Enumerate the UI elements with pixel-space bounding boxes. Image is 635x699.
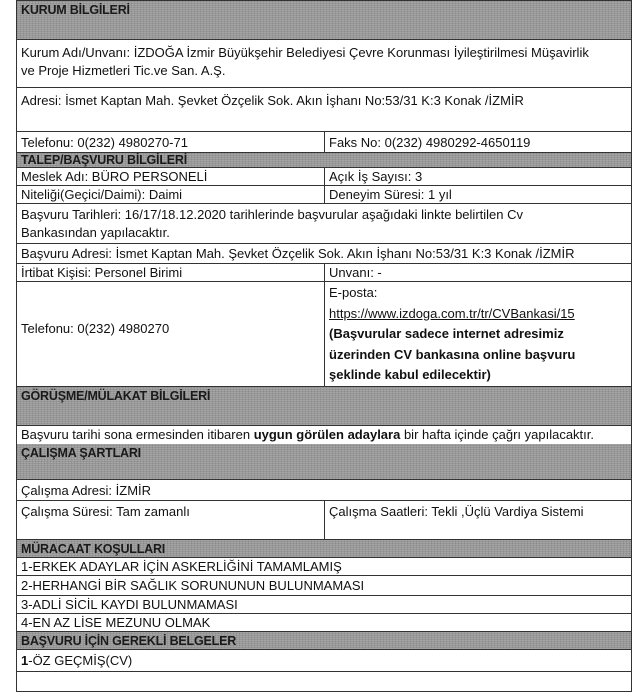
job-posting-form (16, 0, 632, 692)
eposta-label: E-posta: (329, 285, 378, 300)
kurum-phone: Telefonu: 0(232) 4980270-71 (17, 132, 325, 152)
section-header-calisma (16, 444, 632, 480)
gorusme-text-pre: Başvuru tarihi sona ermesinden itibaren (21, 427, 254, 442)
muracaat-item (16, 576, 632, 596)
eposta-cell (325, 282, 631, 386)
kurum-address-row (16, 88, 632, 132)
note-line3: şeklinde kabul edilecektir) (329, 367, 491, 382)
muracaat-item (16, 596, 632, 614)
irtibat-telefon: Telefonu: 0(232) 4980270 (21, 321, 170, 336)
section-title: KURUM BİLGİLERİ (21, 3, 130, 17)
basvuru-tarihleri-line2: Bankasından yapılacaktır. (21, 225, 170, 240)
basvuru-tarihleri-line1: Başvuru Tarihleri: 16/17/18.12.2020 tarihlerinde başvurular aşağıdaki linkte belirtilen Cv (21, 207, 523, 222)
muracaat-item (16, 614, 632, 632)
kurum-fax: Faks No: 0(232) 4980292-4650119 (329, 135, 531, 150)
telefon-eposta-row (16, 282, 632, 387)
calisma-suresi: Çalışma Süresi: Tam zamanlı (17, 501, 325, 539)
gorusme-text-bold: uygun görülen adaylara (253, 427, 401, 442)
kurum-address: Adresi: İsmet Kaptan Mah. Şevket Özçelik Sok. Akın İşhanı No:53/31 K:3 Konak /İZMİR (21, 93, 524, 108)
section-header-talep (16, 153, 632, 168)
section-title: BAŞVURU İÇİN GEREKLİ BELGELER (21, 634, 237, 648)
meslek-adi: Meslek Adı: BÜRO PERSONELİ (17, 168, 325, 185)
muracaat-item-text: 1-ERKEK ADAYLAR İÇİN ASKERLİĞİNİ TAMAMLAMIŞ (21, 559, 342, 574)
kurum-contact-row (16, 132, 632, 153)
irtibat-kisisi: İrtibat Kişisi: Personel Birimi (17, 264, 325, 281)
calisma-adresi: Çalışma Adresi: İZMİR (21, 483, 152, 498)
muracaat-item (16, 558, 632, 576)
kurum-name-line1: Kurum Adı/Unvanı: İZDOĞA İzmir Büyükşehir Belediyesi Çevre Korunması İyileştirilmesi Müşavirlik (21, 45, 589, 60)
basvuru-adresi: Başvuru Adresi: İsmet Kaptan Mah. Şevket Özçelik Sok. Akın İşhanı No:53/31 K:3 Konak /İZMİR (21, 246, 575, 261)
cv-bank-link[interactable]: https://www.izdoga.com.tr/tr/CVBankasi/15 (329, 305, 575, 321)
section-header-muracaat (16, 540, 632, 558)
muracaat-item-text: 4-EN AZ LİSE MEZUNU OLMAK (21, 615, 211, 630)
muracaat-item-text: 3-ADLİ SİCİL KAYDI BULUNMAMASI (21, 597, 238, 612)
belge-empty-row (16, 672, 632, 692)
meslek-row (16, 168, 632, 186)
section-title: ÇALIŞMA ŞARTLARI (21, 446, 141, 460)
note-line1: (Başvurular sadece internet adresimiz (329, 326, 564, 341)
kurum-name-row (16, 40, 632, 88)
note-line2: üzerinden CV bankasına online başvuru (329, 346, 576, 362)
deneyim-suresi: Deneyim Süresi: 1 yıl (329, 187, 452, 202)
section-header-belgeler (16, 632, 632, 650)
gorusme-text-post: bir hafta içinde çağrı yapılacaktır. (400, 427, 594, 442)
belge-item-number: 1 (21, 653, 29, 668)
basvuru-tarihleri-row (16, 204, 632, 244)
nitelik-row (16, 186, 632, 204)
kurum-name-cell (17, 40, 631, 87)
section-title: MÜRACAAT KOŞULLARI (21, 542, 166, 556)
irtibat-row (16, 264, 632, 282)
kurum-name-line2: ve Proje Hizmetleri Tic.ve San. A.Ş. (21, 63, 226, 78)
gorusme-text (17, 426, 631, 444)
belge-item-label: -ÖZ GEÇMİŞ(CV) (28, 653, 133, 668)
section-title: TALEP/BAŞVURU BİLGİLERİ (21, 153, 188, 167)
muracaat-item-text: 2-HERHANGİ BİR SAĞLIK SORUNUNUN BULUNMAMASI (21, 578, 365, 593)
basvuru-adresi-row (16, 244, 632, 264)
section-header-gorusme (16, 387, 632, 426)
gorusme-text-row (16, 426, 632, 444)
irtibat-telefon-cell (17, 282, 325, 386)
niteligi: Niteliği(Geçici/Daimi): Daimi (17, 186, 325, 203)
belge-item-text (17, 650, 631, 671)
calisma-saatleri: Çalışma Saatleri: Tekli ,Üçlü Vardiya Sistemi (329, 504, 584, 519)
unvani: Unvanı: - (329, 265, 382, 280)
empty-cell (17, 672, 631, 691)
acik-is-sayisi: Açık İş Sayısı: 3 (329, 169, 423, 184)
basvuru-tarihleri (17, 204, 631, 243)
section-header-kurum (16, 0, 632, 40)
calisma-adresi-row (16, 480, 632, 501)
belge-item (16, 650, 632, 672)
calisma-sure-row (16, 501, 632, 540)
section-title: GÖRÜŞME/MÜLAKAT BİLGİLERİ (21, 389, 211, 403)
